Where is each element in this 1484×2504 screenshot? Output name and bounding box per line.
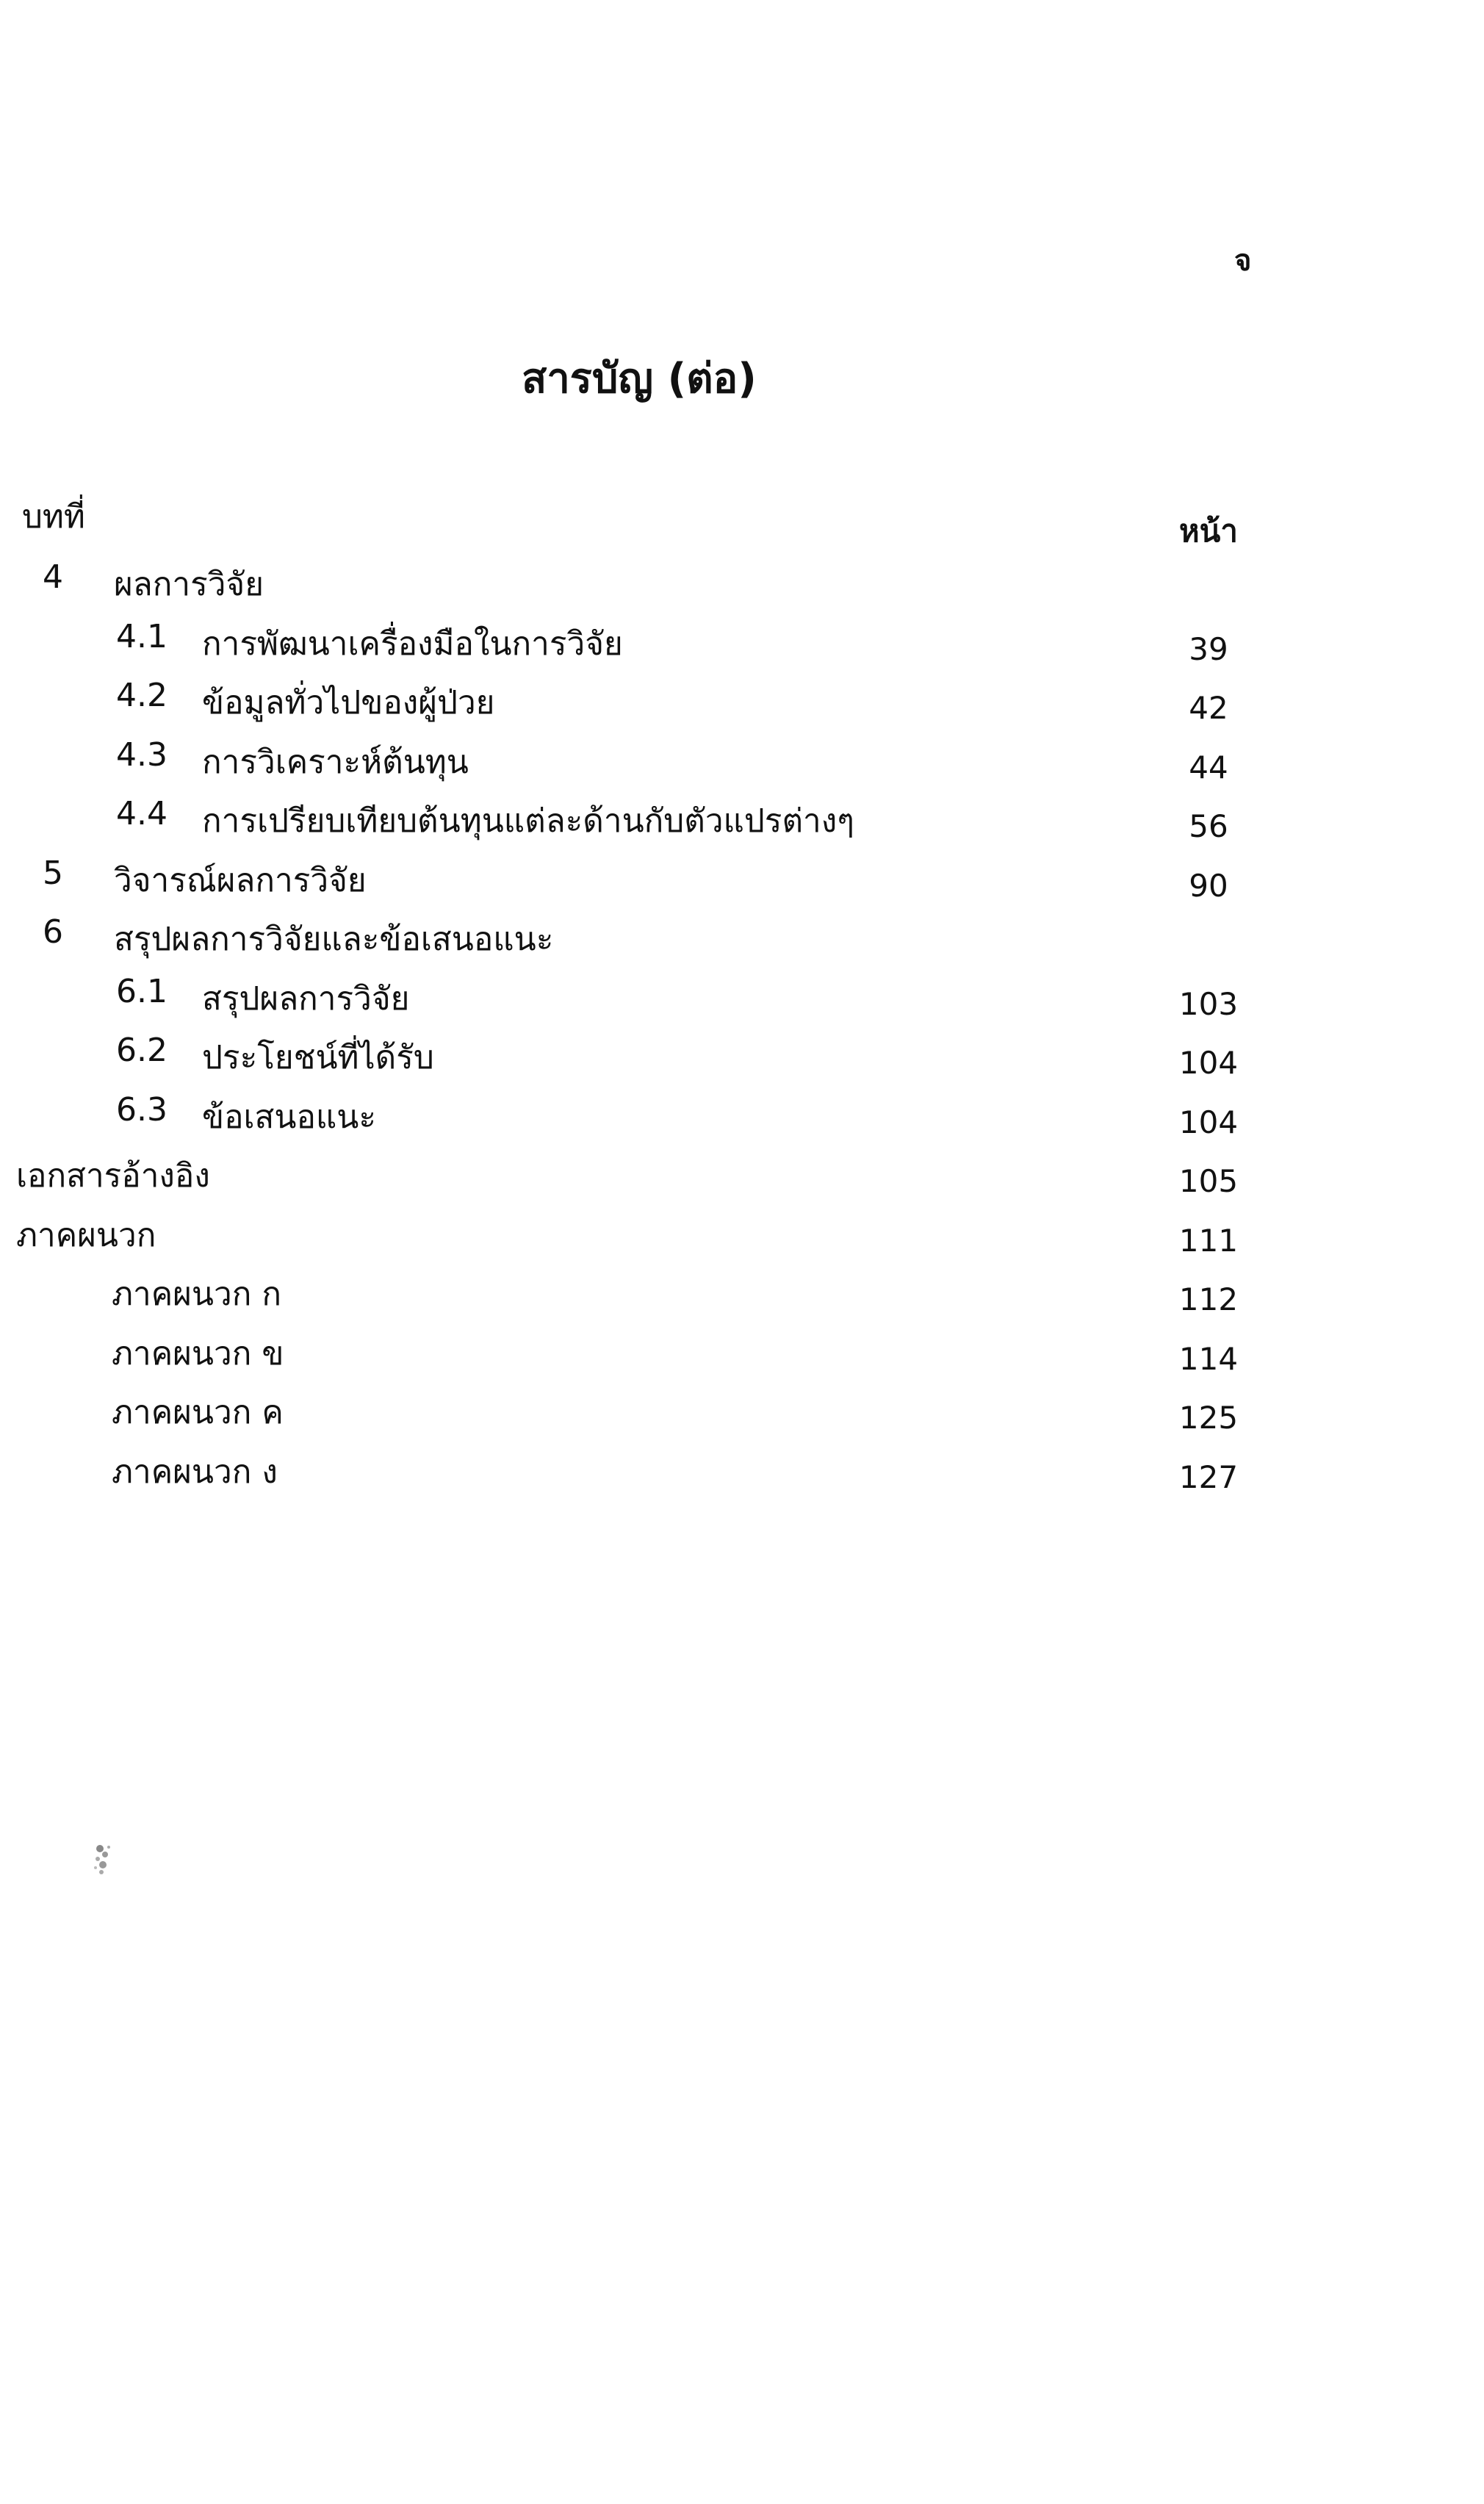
toc-entry-page: 56 — [1189, 808, 1228, 844]
toc-entry — [0, 558, 1484, 610]
toc-entry-label: การวิเคราะห์ต้นทุน — [202, 744, 469, 781]
toc-entry-page: 105 — [1178, 1163, 1239, 1199]
toc-entry-page: 104 — [1178, 1104, 1239, 1140]
toc-entry-label: การเปรียบเทียบต้นทุนแต่ละด้านกับตัวแปรต่างๆ — [202, 802, 854, 840]
toc-entry — [0, 973, 1484, 1024]
toc-entry — [0, 1091, 1484, 1143]
toc-entry-number: 4.1 — [116, 618, 168, 655]
scan-speck — [87, 1838, 118, 1879]
page-column-heading: หน้า — [1179, 513, 1238, 549]
toc-entry-page: 90 — [1189, 868, 1228, 904]
page-number: จ — [1234, 244, 1252, 278]
toc-entry — [0, 1150, 1484, 1201]
toc-entry — [0, 618, 1484, 669]
toc-entry-page: 44 — [1189, 749, 1228, 785]
toc-entry-page: 125 — [1178, 1400, 1239, 1436]
toc-entry-number: 4.3 — [116, 736, 168, 774]
toc-entry-number: 6.1 — [116, 973, 168, 1010]
page-title: สารบัญ (ต่อ) — [522, 355, 757, 403]
toc-entry-label: สรุปผลการวิจัยและข้อเสนอแนะ — [114, 921, 554, 958]
toc-entry-number: 5 — [43, 855, 63, 892]
toc-entry-page: 39 — [1189, 631, 1228, 667]
toc-entry — [0, 1386, 1484, 1438]
toc-entry-page: 127 — [1178, 1459, 1239, 1495]
toc-entry-page: 112 — [1178, 1281, 1239, 1317]
toc-entry — [0, 1268, 1484, 1320]
toc-entry-page: 111 — [1178, 1223, 1239, 1259]
toc-entry-number: 6.2 — [116, 1032, 168, 1069]
toc-entry-label: วิจารณ์ผลการวิจัย — [114, 862, 367, 899]
toc-entry-number: 6.3 — [116, 1091, 168, 1129]
toc-entry-page: 42 — [1189, 690, 1228, 726]
toc-entry — [0, 1446, 1484, 1497]
toc-entry — [0, 1209, 1484, 1261]
toc-entry — [0, 855, 1484, 906]
toc-entry-label: ประโยชน์ที่ได้รับ — [202, 1039, 434, 1076]
toc-entry — [0, 913, 1484, 965]
toc-entry — [0, 1032, 1484, 1083]
toc-entry-label: ภาคผนวก ก — [112, 1276, 281, 1313]
chapter-column-heading: บทที่ — [22, 498, 85, 536]
toc-entry — [0, 1328, 1484, 1379]
toc-entry-label: การพัฒนาเครื่องมือในการวิจัย — [202, 625, 623, 663]
toc-entry — [0, 795, 1484, 846]
toc-entry-number: 4.4 — [116, 795, 168, 832]
toc-entry — [0, 736, 1484, 788]
toc-entry-number: 4 — [43, 558, 63, 596]
toc-entry-page: 114 — [1178, 1341, 1239, 1377]
toc-entry-label: ภาคผนวก ข — [112, 1335, 284, 1372]
toc-entry-page: 103 — [1178, 986, 1239, 1022]
toc-entry-number: 4.2 — [116, 677, 168, 714]
toc-entry-label: ภาคผนวก — [16, 1217, 156, 1254]
toc-entry-page: 104 — [1178, 1045, 1239, 1081]
toc-entry-number: 6 — [43, 913, 63, 951]
toc-entry-label: เอกสารอ้างอิง — [16, 1157, 210, 1195]
toc-entry-label: ภาคผนวก ง — [112, 1453, 278, 1491]
toc-entry — [0, 677, 1484, 728]
toc-entry-label: สรุปผลการวิจัย — [202, 980, 410, 1018]
toc-entry-label: ภาคผนวก ค — [112, 1394, 284, 1431]
toc-entry-label: ข้อมูลทั่วไปของผู้ป่วย — [202, 684, 495, 722]
toc-entry-label: ข้อเสนอแนะ — [202, 1098, 376, 1136]
toc-entry-label: ผลการวิจัย — [114, 566, 264, 603]
